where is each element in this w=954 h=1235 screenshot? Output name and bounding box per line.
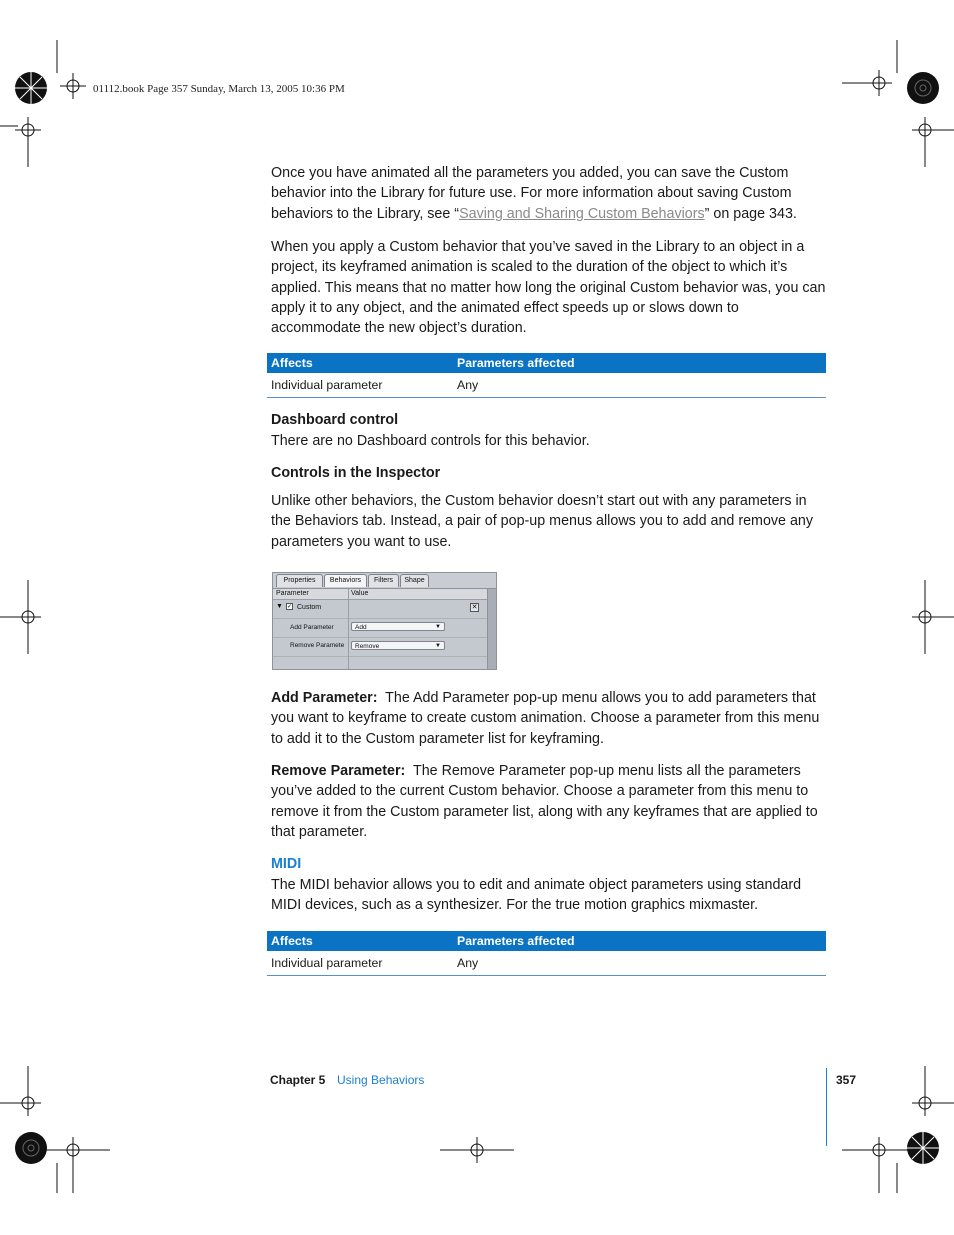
behavior-name: Custom [297, 604, 322, 611]
popup-value: Remove [355, 643, 380, 650]
column-header-affects: Affects [271, 356, 313, 370]
remove-parameter-text: The Remove Parameter pop-up menu lists all the parameters you’ve added to the current Custom behavior. Choose a parameter from this menu to remove it from the Custom parameter list, along with any keyframes that are applied to that parameter. [271, 763, 818, 840]
term-add-parameter: Add Parameter: [271, 690, 378, 706]
column-header-affects: Affects [271, 934, 313, 948]
table-cell: Individual parameter [271, 378, 383, 392]
table-header [267, 353, 826, 373]
remove-parameter-label: Remove Paramete [290, 642, 345, 649]
midi-description: The MIDI behavior allows you to edit and animate object parameters using standard MIDI devices, such as a synthesizer. For the true motion graphics mixmaster. [271, 877, 802, 914]
popup-value: Add [355, 624, 367, 631]
print-header-stamp: 01112.book Page 357 Sunday, March 13, 2005 10:36 PM [93, 83, 345, 95]
intro-paragraph-2: When you apply a Custom behavior that you’ve saved in the Library to an object in a project, its keyframed animation is scaled to the duration of the object to which it’s applied. This means that no matter how long the original Custom behavior was, you can apply it to any object, and the animated effect speeds up or slows down to accommodate the new object’s duration. [271, 239, 826, 337]
cross-reference-link[interactable]: Saving and Sharing Custom Behaviors [459, 205, 705, 222]
inspector-screenshot [272, 572, 497, 670]
inspector-column-header [273, 589, 488, 600]
inspector-body [273, 600, 488, 670]
add-parameter-text: The Add Parameter pop-up menu allows you to add parameters that you want to keyframe to create custom animation. Choose a parameter from this menu to add it to the Custom parameter list for keyframing. [271, 690, 820, 747]
dashboard-text: There are no Dashboard controls for this behavior. [271, 433, 590, 449]
add-parameter-description [271, 688, 826, 749]
intro-text-tail: ” on page 343. [704, 205, 797, 222]
table-cell: Any [457, 956, 479, 970]
intro-paragraph-1 [271, 163, 826, 224]
table-row [267, 951, 826, 976]
column-header-parameters: Parameters affected [457, 934, 575, 948]
tab-behaviors[interactable]: Behaviors [324, 574, 367, 587]
table-row [267, 373, 826, 398]
tab-properties[interactable]: Properties [276, 574, 323, 587]
footer-chapter: Chapter 5 [270, 1073, 326, 1087]
footer-divider [826, 1068, 827, 1146]
dashboard-heading: Dashboard control [271, 412, 399, 428]
inspector-row-add [273, 619, 488, 638]
disclosure-triangle-icon[interactable]: ▼ [276, 603, 283, 610]
midi-affects-table [267, 931, 826, 976]
chevron-down-icon: ▼ [435, 643, 441, 649]
tab-filters[interactable]: Filters [368, 574, 399, 587]
intro-text: Once you have animated all the parameters you added, you can save the Custom behavior into the Library for future use. For more information about saving Custom behaviors to the Library, see “ [271, 165, 792, 222]
tab-shape[interactable]: Shape [400, 574, 429, 587]
remove-behavior-icon[interactable]: ✕ [471, 604, 478, 611]
remove-parameter-description [271, 761, 826, 842]
footer-chapter-title: Using Behaviors [337, 1073, 425, 1087]
inspector-text: Unlike other behaviors, the Custom behavior doesn’t start out with any parameters in the Behaviors tab. Instead, a pair of pop-up menus allows you to add and remove any parameters you want to use. [271, 493, 814, 550]
midi-section-title: MIDI [271, 856, 302, 872]
column-value: Value [351, 590, 369, 597]
term-remove-parameter: Remove Parameter: [271, 763, 406, 779]
column-divider [348, 589, 349, 670]
column-header-parameters: Parameters affected [457, 356, 575, 370]
inspector-row-custom [273, 600, 488, 619]
page-number: 357 [836, 1073, 857, 1087]
inspector-scrollbar[interactable] [487, 589, 496, 670]
add-parameter-popup[interactable] [351, 622, 445, 631]
table-header [267, 931, 826, 951]
table-cell: Any [457, 378, 479, 392]
column-parameter: Parameter [276, 590, 309, 597]
inspector-tabs [273, 573, 496, 589]
inspector-row-remove [273, 638, 488, 657]
enable-checkbox[interactable]: ✓ [287, 604, 293, 610]
add-parameter-label: Add Parameter [290, 624, 334, 631]
chevron-down-icon: ▼ [435, 624, 441, 630]
affects-table [267, 353, 826, 398]
inspector-heading: Controls in the Inspector [271, 465, 441, 481]
remove-parameter-popup[interactable] [351, 641, 445, 650]
table-cell: Individual parameter [271, 956, 383, 970]
